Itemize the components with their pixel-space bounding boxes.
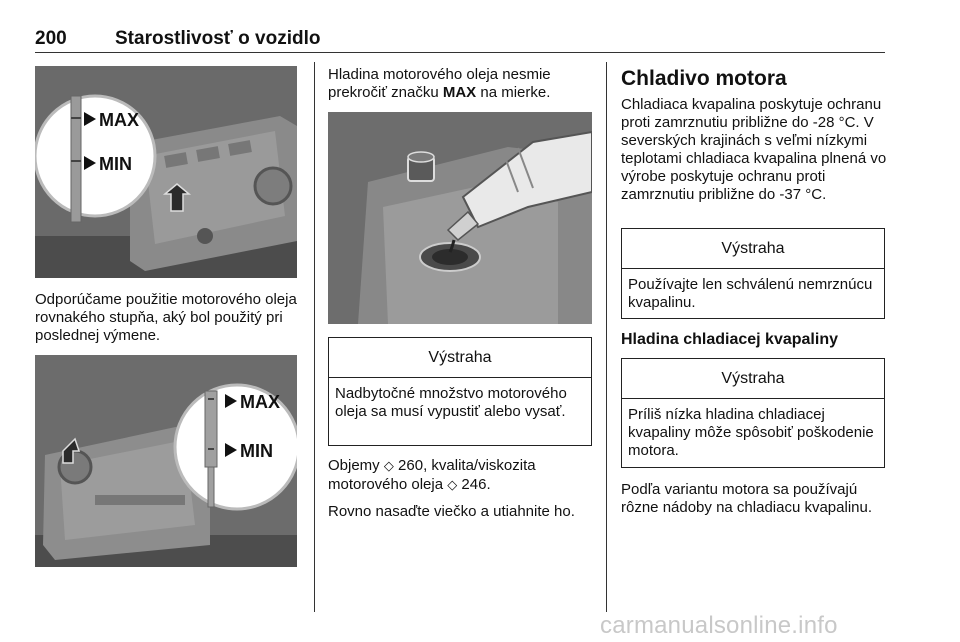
section-heading: Chladivo motora	[621, 67, 787, 90]
engine-dipstick-illustration-2	[35, 355, 297, 567]
engine-dipstick-illustration-1	[35, 66, 297, 278]
max-mark-label: MAX	[99, 110, 139, 130]
oil-spec-paragraph	[328, 457, 592, 495]
watermark: carmanualsonline.info	[600, 612, 838, 639]
oil-filling-illustration	[328, 112, 592, 324]
page-reference-icon: ◇	[383, 459, 394, 474]
coolant-level-warning-box	[621, 358, 885, 468]
coolant-tank-paragraph: Podľa variantu motora sa používajú rôzne nádoby na chladiacu kvapalinu.	[621, 481, 873, 516]
oil-level-paragraph	[328, 66, 592, 102]
max-mark-label: MAX	[240, 392, 280, 412]
column-divider	[314, 62, 315, 612]
warning-body: Používajte len schválenú nemrznúcu kvapalinu.	[628, 276, 873, 311]
subsection-heading: Hladina chladiacej kvapaliny	[621, 331, 838, 348]
spec-text: , kvalita/viskozita	[423, 457, 536, 474]
page-reference: 246	[461, 476, 487, 493]
spec-text: motorového oleja	[328, 476, 448, 493]
spec-text: .	[486, 476, 491, 493]
column-divider	[606, 62, 607, 612]
spec-text: Objemy	[328, 457, 384, 474]
max-mark-text: MAX	[442, 84, 477, 101]
warning-title: Výstraha	[622, 229, 884, 269]
oil-level-text-end: na mierke.	[476, 84, 551, 101]
min-mark-label: MIN	[240, 441, 273, 461]
page-title: Starostlivosť o vozidlo	[115, 28, 321, 49]
oil-warning-box	[328, 337, 592, 446]
min-mark-label: MIN	[99, 154, 132, 174]
page-reference-icon: ◇	[447, 478, 458, 493]
coolant-warning-box	[621, 228, 885, 319]
warning-body: Nadbytočné množstvo motorového oleja sa musí vypustiť alebo vysať.	[335, 385, 567, 420]
page-number: 200	[35, 28, 67, 49]
warning-title: Výstraha	[329, 338, 591, 378]
coolant-paragraph: Chladiaca kvapalina poskytuje ochranu proti zamrznutiu približne do -28 °C. V severských krajinách s veľmi nízkymi teplotami chladiaca kvapalina plnená vo výrobe poskytuje ochranu proti zamrznutiu približne do -37 °C.	[621, 96, 887, 203]
oil-grade-paragraph: Odporúčame použitie motorového oleja rovnakého stupňa, aký bol použitý pri poslednej výmene.	[35, 291, 297, 344]
page-reference: 260	[398, 457, 424, 474]
warning-title: Výstraha	[622, 359, 884, 399]
warning-body: Príliš nízka hladina chladiacej kvapaliny môže spôsobiť poškodenie motora.	[628, 406, 874, 459]
oil-level-text: Hladina motorového oleja nesmie prekročiť značku	[328, 66, 551, 101]
cap-instruction-paragraph: Rovno nasaďte viečko a utiahnite ho.	[328, 503, 575, 520]
page-header	[35, 28, 885, 53]
